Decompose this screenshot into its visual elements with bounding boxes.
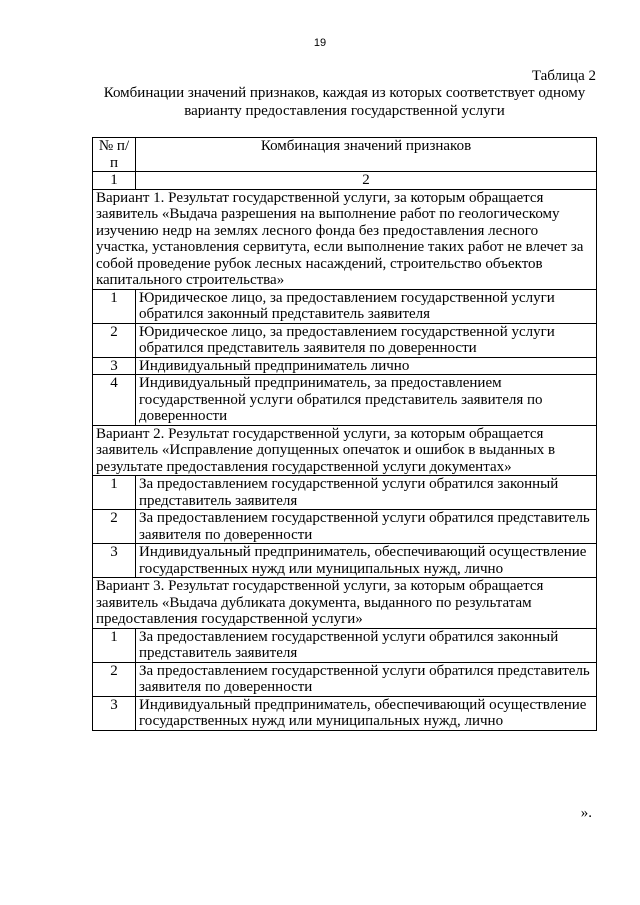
row-text: Индивидуальный предприниматель лично	[136, 357, 597, 375]
row-text: За предоставлением государственной услуги обратился законный представитель заявителя	[136, 476, 597, 510]
row-number: 4	[93, 375, 136, 426]
variant-3-title-row	[93, 578, 597, 629]
row-text: За предоставлением государственной услуги обратился представитель заявителя по доверенности	[136, 510, 597, 544]
row-number: 1	[93, 476, 136, 510]
variant-1-title-row	[93, 189, 597, 289]
variant-title: Вариант 2. Результат государственной услуги, за которым обращается заявитель «Исправление допущенных опечаток и ошибок в выданных в результате предоставления государственной услуги документах»	[93, 425, 597, 476]
header-combination-cell: Комбинация значений признаков	[136, 138, 597, 172]
row-text: Юридическое лицо, за предоставлением государственной услуги обратился законный представитель заявителя	[136, 289, 597, 323]
row-number: 3	[93, 357, 136, 375]
table-row	[93, 544, 597, 578]
table-row	[93, 357, 597, 375]
table-row	[93, 476, 597, 510]
row-number: 2	[93, 510, 136, 544]
table-row	[93, 510, 597, 544]
row-text: Индивидуальный предприниматель, обеспечивающий осуществление государственных нужд или муниципальных нужд, лично	[136, 544, 597, 578]
row-number: 2	[93, 662, 136, 696]
row-text: Юридическое лицо, за предоставлением государственной услуги обратился представитель заявителя по доверенности	[136, 323, 597, 357]
column-number-row	[93, 172, 597, 190]
row-number: 3	[93, 696, 136, 730]
table-caption: Комбинации значений признаков, каждая из которых соответствует одному варианту предоставления государственной услуги	[103, 85, 586, 119]
table-row	[93, 375, 597, 426]
column-number-2: 2	[136, 172, 597, 190]
row-number: 1	[93, 628, 136, 662]
table-row	[93, 323, 597, 357]
row-text: За предоставлением государственной услуги обратился представитель заявителя по доверенности	[136, 662, 597, 696]
table-label: Таблица 2	[531, 68, 596, 84]
variant-title: Вариант 3. Результат государственной услуги, за которым обращается заявитель «Выдача дубликата документа, выданного по результатам предоставления государственной услуги»	[93, 578, 597, 629]
table-row	[93, 662, 597, 696]
row-number: 2	[93, 323, 136, 357]
criteria-table	[92, 137, 597, 731]
table-header-row	[93, 138, 597, 172]
variant-2-title-row	[93, 425, 597, 476]
table-row	[93, 628, 597, 662]
row-number: 3	[93, 544, 136, 578]
row-number: 1	[93, 289, 136, 323]
table-row	[93, 696, 597, 730]
row-text: Индивидуальный предприниматель, обеспечивающий осуществление государственных нужд или муниципальных нужд, лично	[136, 696, 597, 730]
header-number-cell: № п/п	[93, 138, 136, 172]
table-row	[93, 289, 597, 323]
column-number-1: 1	[93, 172, 136, 190]
row-text: Индивидуальный предприниматель, за предоставлением государственной услуги обратился представитель заявителя по доверенности	[136, 375, 597, 426]
variant-title: Вариант 1. Результат государственной услуги, за которым обращается заявитель «Выдача разрешения на выполнение работ по геологическому изучению недр на землях лесного фонда без предоставления лесного участка, установления сервитута, если выполнение таких работ не влечет за собой проведение рубок лесных насаждений, строительство объектов капитального строительства»	[93, 189, 597, 289]
row-text: За предоставлением государственной услуги обратился законный представитель заявителя	[136, 628, 597, 662]
closing-quote-mark: ».	[580, 805, 592, 821]
page-number: 19	[313, 37, 327, 49]
